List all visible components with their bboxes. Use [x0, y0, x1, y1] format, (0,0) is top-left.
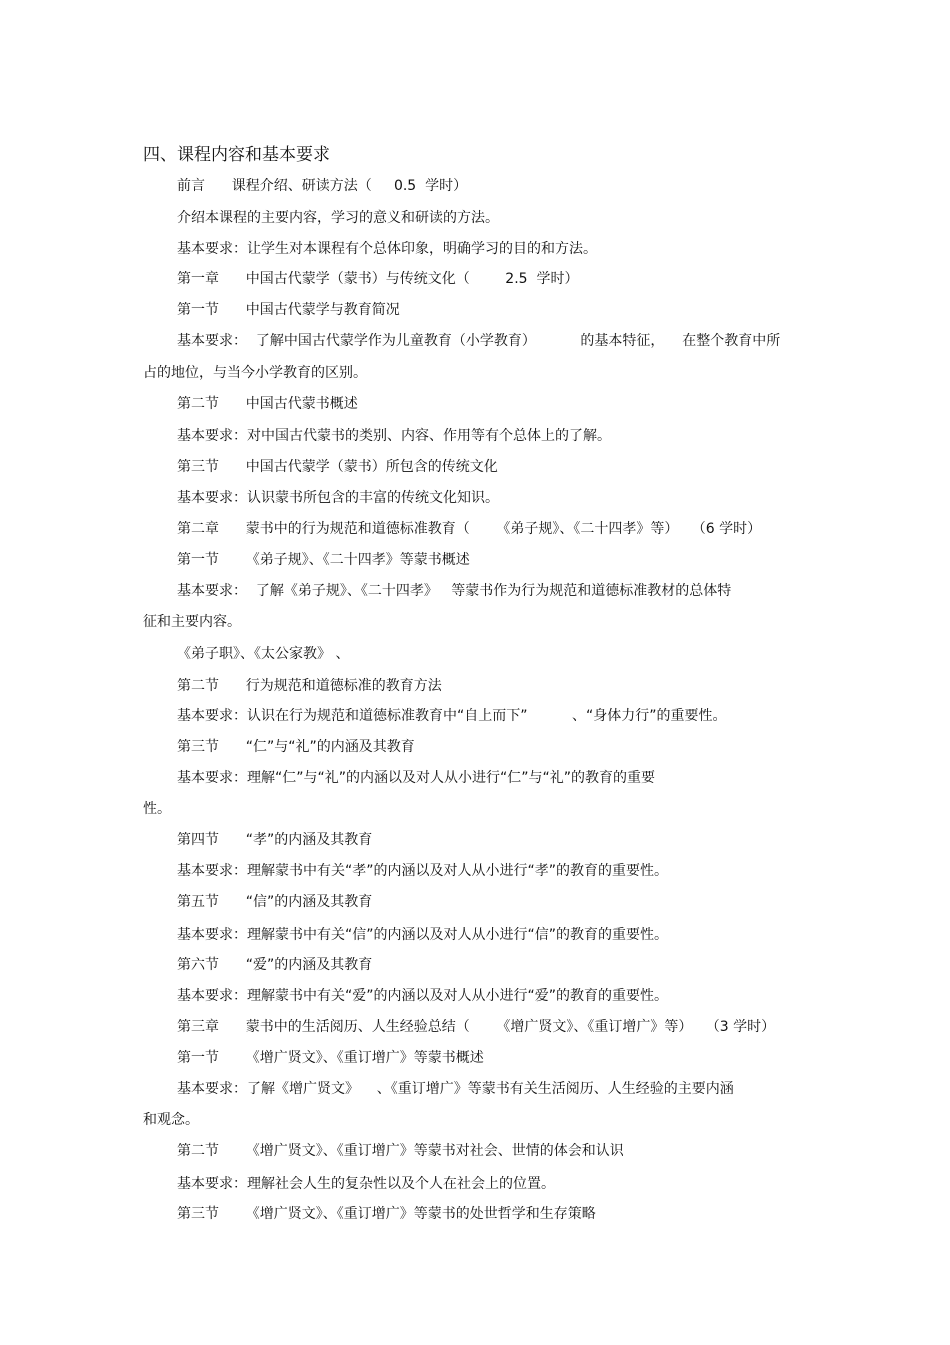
text-line: 基本要求：理解“仁”与“礼”的内涵以及对人从小进行“仁”与“礼”的教育的重要	[177, 770, 656, 786]
text-line: 第三节 中国古代蒙学（蒙书）所包含的传统文化	[177, 459, 498, 475]
text-line: 介绍本课程的主要内容，学习的意义和研读的方法。	[177, 210, 499, 226]
text-line: 第二节 行为规范和道德标准的教育方法	[177, 678, 442, 694]
text-line: 和观念。	[143, 1112, 199, 1128]
text-line: 第四节 “孝”的内涵及其教育	[177, 832, 373, 848]
text-line: 基本要求： 了解《弟子规》、《二十四孝》 等蒙书作为行为规范和道德标准教材的总体特	[177, 583, 732, 599]
text-line: 第五节 “信”的内涵及其教育	[177, 894, 373, 910]
section-heading: 四、课程内容和基本要求	[143, 145, 330, 165]
text-line: 基本要求：了解《增广贤文》 、《重订增广》等蒙书有关生活阅历、人生经验的主要内涵	[177, 1081, 734, 1097]
text-line: 第二节 中国古代蒙书概述	[177, 396, 358, 412]
text-line: 基本要求：对中国古代蒙书的类别、内容、作用等有个总体上的了解。	[177, 428, 611, 444]
text-line: 第一章 中国古代蒙学（蒙书）与传统文化（ 2.5 学时）	[177, 271, 579, 287]
text-line: 《弟子职》、《太公家教》 、	[177, 646, 350, 662]
text-line: 基本要求：认识在行为规范和道德标准教育中“自上而下” 、“身体力行”的重要性。	[177, 708, 727, 724]
text-line: 第二节 《增广贤文》、《重订增广》等蒙书对社会、世情的体会和认识	[177, 1143, 624, 1159]
text-line: 第一节 中国古代蒙学与教育简况	[177, 302, 400, 318]
text-line: 基本要求：理解蒙书中有关“爱”的内涵以及对人从小进行“爱”的教育的重要性。	[177, 988, 669, 1004]
text-line: 性。	[143, 801, 171, 817]
text-line: 基本要求：理解蒙书中有关“信”的内涵以及对人从小进行“信”的教育的重要性。	[177, 927, 669, 943]
text-line: 第一节 《弟子规》、《二十四孝》等蒙书概述	[177, 552, 470, 568]
text-line: 第三节 《增广贤文》、《重订增广》等蒙书的处世哲学和生存策略	[177, 1206, 596, 1222]
text-line: 基本要求： 了解中国古代蒙学作为儿童教育（小学教育） 的基本特征， 在整个教育中所	[177, 333, 781, 349]
text-line: 第二章 蒙书中的行为规范和道德标准教育（ 《弟子规》、《二十四孝》等） （6 学时）	[177, 521, 762, 537]
text-line: 前言 课程介绍、研读方法（ 0.5 学时）	[177, 178, 468, 194]
text-line: 基本要求：认识蒙书所包含的丰富的传统文化知识。	[177, 490, 499, 506]
text-line: 基本要求：让学生对本课程有个总体印象，明确学习的目的和方法。	[177, 241, 597, 257]
text-line: 第六节 “爱”的内涵及其教育	[177, 957, 373, 973]
text-line: 基本要求：理解蒙书中有关“孝”的内涵以及对人从小进行“孝”的教育的重要性。	[177, 863, 669, 879]
text-line: 第三节 “仁”与“礼”的内涵及其教育	[177, 739, 415, 755]
text-line: 第三章 蒙书中的生活阅历、人生经验总结（ 《增广贤文》、《重订增广》等） （3 学时）	[177, 1019, 776, 1035]
text-line: 征和主要内容。	[143, 614, 241, 630]
text-line: 基本要求：理解社会人生的复杂性以及个人在社会上的位置。	[177, 1176, 555, 1192]
text-line: 占的地位，与当今小学教育的区别。	[143, 365, 367, 381]
text-line: 第一节 《增广贤文》、《重订增广》等蒙书概述	[177, 1050, 484, 1066]
